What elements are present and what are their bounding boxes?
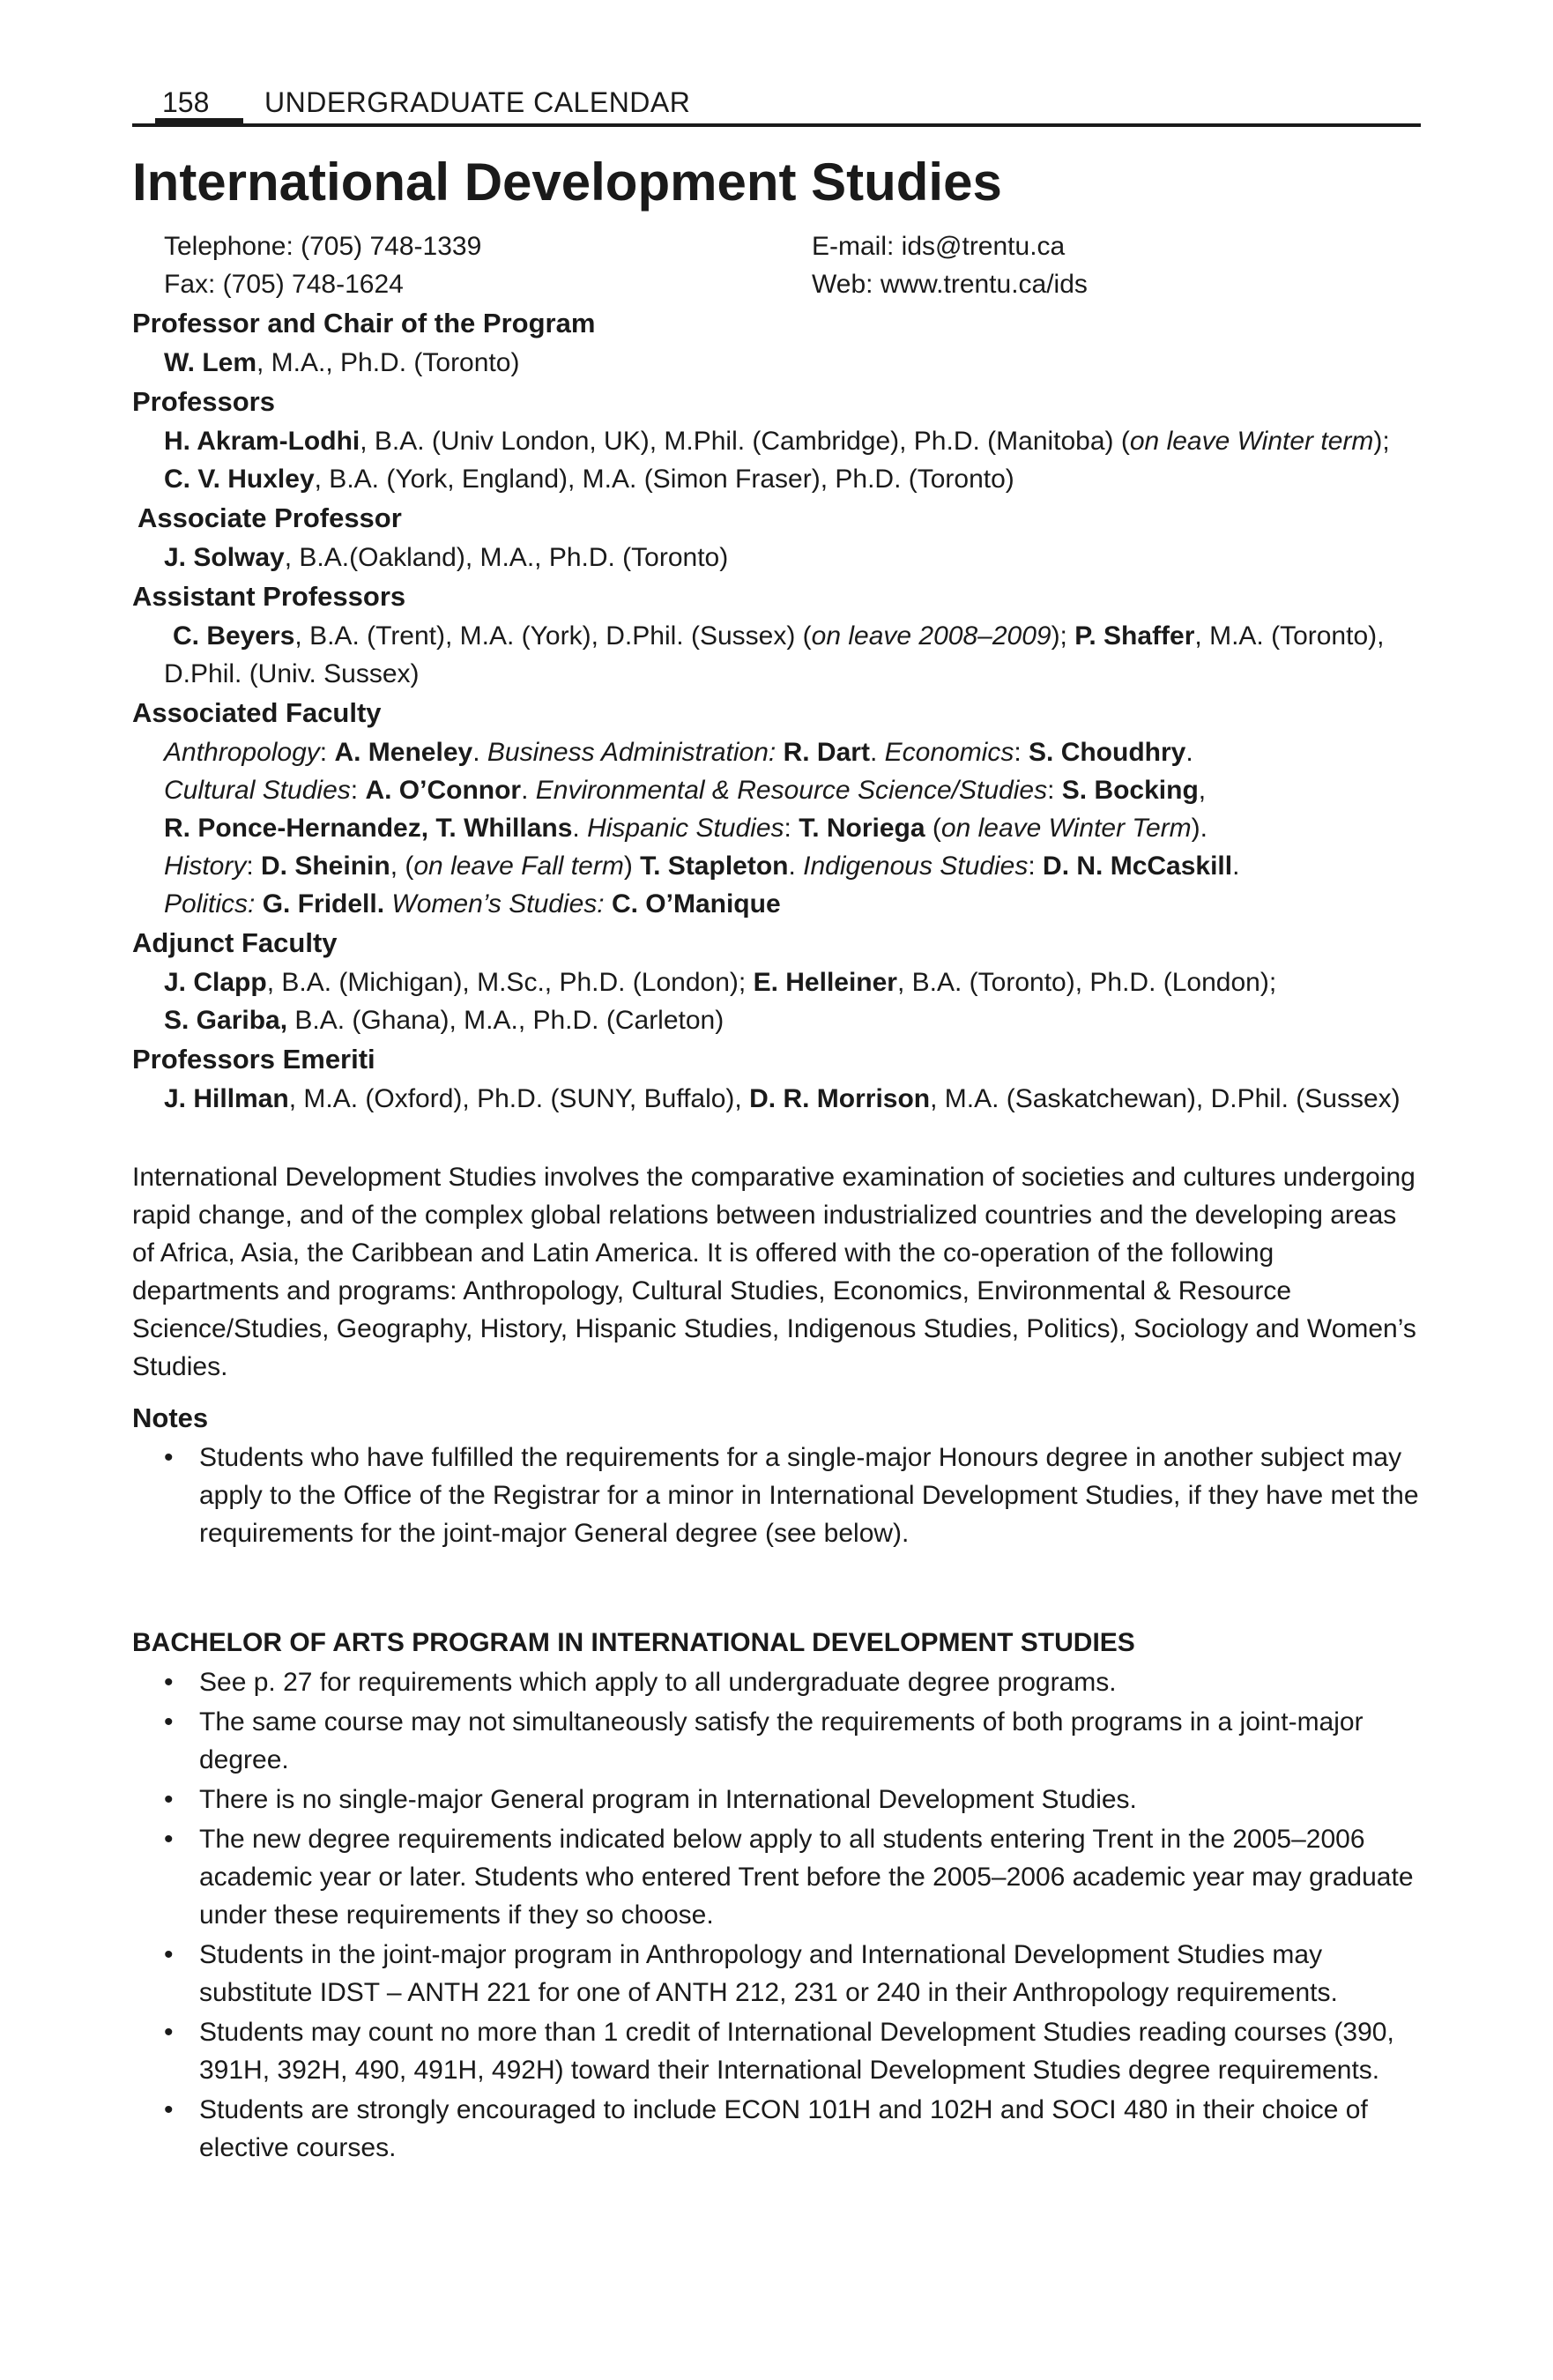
chair-heading: Professor and Chair of the Program bbox=[132, 308, 596, 338]
faculty-name: C. O’Manique bbox=[611, 889, 781, 919]
bullet-icon: • bbox=[164, 1707, 174, 1737]
contact-phone-fax bbox=[164, 227, 812, 303]
list-item-text: The new degree requirements indicated below apply to all students entering Trent in the 2005–2006 academic year or later. Students who entered Trent before the 2005–2006 academic year may graduate under these requirements if they so choose. bbox=[199, 1825, 1414, 1930]
list-item bbox=[164, 1663, 1421, 1701]
bullet-icon: • bbox=[164, 1940, 174, 1969]
faculty-degrees: , B.A. (York, England), M.A. (Simon Fraser), Ph.D. (Toronto) bbox=[314, 465, 1014, 494]
associated-heading: Associated Faculty bbox=[132, 697, 382, 728]
list-item-text: See p. 27 for requirements which apply to all undergraduate degree programs. bbox=[199, 1668, 1117, 1697]
list-item-text: Students in the joint-major program in Anthropology and International Development Studies may substitute IDST – ANTH 221 for one of ANTH 212, 231 or 240 in their Anthropology requirements. bbox=[199, 1940, 1338, 2007]
fax: Fax: (705) 748-1624 bbox=[164, 270, 404, 299]
adjunct-heading: Adjunct Faculty bbox=[132, 927, 338, 958]
leave-note: on leave Fall term bbox=[413, 852, 624, 881]
associate-heading: Associate Professor bbox=[137, 502, 402, 533]
associated-entry: Anthropology: A. Meneley. Business Administration: R. Dart. Economics: S. Choudhry. Cultural Studies: A. O’Connor. Environmental & Resource Science/Studies: S. Bocking, R. Ponce-Hernandez, T. Whillans. Hispanic Studies: T. Noriega (on leave Winter Term). History: D. Sheinin, (on leave Fall term) T. Stapleton. Indigenous Studies: D. N. McCaskill. Politics: G. Fridell. Women’s Studies: C. O’Manique bbox=[164, 738, 1240, 919]
faculty-degrees: B.A. (Ghana), M.A., Ph.D. (Carleton) bbox=[287, 1006, 724, 1035]
adjunct-entry bbox=[164, 963, 1421, 1039]
professors-heading: Professors bbox=[132, 386, 275, 417]
faculty-degrees: , B.A. (Univ London, UK), M.Phil. (Cambridge), Ph.D. (Manitoba) ( bbox=[360, 427, 1130, 456]
separator: ); bbox=[1051, 621, 1075, 651]
list-item-text: Students who have fulfilled the requirements for a single-major Honours degree in another subject may apply to the Office of the Registrar for a minor in International Development Studies, if they have met the requirements for the joint-major General degree (see below). bbox=[199, 1443, 1419, 1548]
faculty-name: J. Hillman bbox=[164, 1084, 289, 1113]
header-rule bbox=[132, 123, 1421, 127]
list-item-text: There is no single-major General program in International Development Studies. bbox=[199, 1785, 1137, 1814]
email: E-mail: ids@trentu.ca bbox=[812, 232, 1066, 261]
notes-list bbox=[132, 1439, 1421, 1552]
faculty-name: R. Dart bbox=[783, 738, 870, 767]
faculty-name: S. Bocking bbox=[1061, 776, 1199, 805]
page-title: International Development Studies bbox=[132, 152, 1002, 212]
list-item bbox=[164, 2091, 1421, 2167]
professors-entry bbox=[164, 422, 1421, 498]
dept-name: Women’s Studies: bbox=[391, 889, 605, 919]
ba-program-list bbox=[132, 1663, 1421, 2167]
list-item-text: The same course may not simultaneously satisfy the requirements of both programs in a joint-major degree. bbox=[199, 1707, 1364, 1774]
notes-heading: Notes bbox=[132, 1402, 209, 1433]
dept-name: Environmental & Resource Science/Studies bbox=[535, 776, 1048, 805]
list-item bbox=[164, 1936, 1421, 2012]
faculty-name: D. N. McCaskill bbox=[1043, 852, 1233, 881]
faculty-name: S. Gariba, bbox=[164, 1006, 288, 1035]
faculty-degrees: , B.A. (Trent), M.A. (York), D.Phil. (Sussex) ( bbox=[294, 621, 812, 651]
dept-name: Business Administration: bbox=[487, 738, 776, 767]
faculty-name: T. Stapleton bbox=[640, 852, 789, 881]
faculty-degrees: , M.A. (Saskatchewan), D.Phil. (Sussex) bbox=[930, 1084, 1401, 1113]
dept-name: History bbox=[164, 852, 247, 881]
bullet-icon: • bbox=[164, 1785, 174, 1814]
dept-name: Cultural Studies bbox=[164, 776, 351, 805]
faculty-name: E. Helleiner bbox=[753, 968, 897, 997]
list-item-text: Students may count no more than 1 credit of International Development Studies reading courses (390, 391H, 392H, 490, 491H, 492H) toward their International Development Studies degree requirements. bbox=[199, 2018, 1394, 2085]
assistant-entry bbox=[164, 617, 1421, 693]
faculty-name: C. Beyers bbox=[173, 621, 295, 651]
faculty-degrees: , M.A. (Toronto), D.Phil. (Univ. Sussex) bbox=[164, 621, 1385, 688]
associate-entry bbox=[164, 539, 1421, 576]
bullet-icon: • bbox=[164, 1443, 174, 1472]
faculty-degrees: , M.A. (Oxford), Ph.D. (SUNY, Buffalo), bbox=[288, 1084, 750, 1113]
faculty-degrees: , B.A. (Michigan), M.Sc., Ph.D. (London); bbox=[266, 968, 754, 997]
telephone: Telephone: (705) 748-1339 bbox=[164, 232, 482, 261]
faculty-name: W. Lem bbox=[164, 348, 257, 377]
contact-email-web bbox=[812, 227, 1088, 303]
faculty-name: A. O’Connor bbox=[365, 776, 522, 805]
faculty-name: P. Shaffer bbox=[1074, 621, 1195, 651]
list-item bbox=[164, 1820, 1421, 1934]
page-header bbox=[132, 81, 1421, 127]
leave-note: on leave 2008–2009 bbox=[811, 621, 1051, 651]
page-number: 158 bbox=[162, 86, 210, 118]
faculty-name: D. R. Morrison bbox=[749, 1084, 931, 1113]
dept-name: Politics: bbox=[164, 889, 256, 919]
dept-name: Anthropology bbox=[164, 738, 320, 767]
running-title: UNDERGRADUATE CALENDAR bbox=[264, 86, 691, 118]
faculty-name: C. V. Huxley bbox=[164, 465, 315, 494]
leave-note: on leave Winter term bbox=[1129, 427, 1374, 456]
web: Web: www.trentu.ca/ids bbox=[812, 270, 1088, 299]
main-content bbox=[132, 227, 1421, 2167]
bullet-icon: • bbox=[164, 1825, 174, 1854]
dept-name: Hispanic Studies bbox=[587, 814, 784, 843]
assistant-heading: Assistant Professors bbox=[132, 581, 406, 612]
list-item-text: Students are strongly encouraged to include ECON 101H and 102H and SOCI 480 in their choice of elective courses. bbox=[199, 2095, 1368, 2162]
bullet-icon: • bbox=[164, 2095, 174, 2124]
ba-program-heading: BACHELOR OF ARTS PROGRAM IN INTERNATIONAL DEVELOPMENT STUDIES bbox=[132, 1628, 1135, 1657]
faculty-name: A. Meneley bbox=[334, 738, 473, 767]
leave-note: on leave Winter Term bbox=[940, 814, 1192, 843]
faculty-name: R. Ponce-Hernandez, T. Whillans bbox=[164, 814, 573, 843]
faculty-name: J. Solway bbox=[164, 543, 285, 572]
dept-name: Economics bbox=[884, 738, 1014, 767]
emeriti-entry bbox=[164, 1080, 1421, 1118]
program-description: International Development Studies involves the comparative examination of societies and cultures undergoing rapid change, and of the complex global relations between industrialized countries and the developing areas of Africa, Asia, the Caribbean and Latin America. It is offered with the co-operation of the following departments and programs: Anthropology, Cultural Studies, Economics, Environmental & Resource Science/Studies, Geography, History, Hispanic Studies, Indigenous Studies, Politics), Sociology and Women’s Studies. bbox=[132, 1163, 1416, 1381]
faculty-name: D. Sheinin bbox=[261, 852, 390, 881]
list-item bbox=[164, 1439, 1421, 1552]
bullet-icon: • bbox=[164, 2018, 174, 2047]
faculty-name: T. Noriega bbox=[799, 814, 925, 843]
faculty-name: J. Clapp bbox=[164, 968, 267, 997]
faculty-degrees: , B.A. (Toronto), Ph.D. (London); bbox=[896, 968, 1277, 997]
list-item bbox=[164, 1703, 1421, 1779]
faculty-degrees: , M.A., Ph.D. (Toronto) bbox=[256, 348, 520, 377]
list-item bbox=[164, 2013, 1421, 2089]
emeriti-heading: Professors Emeriti bbox=[132, 1044, 375, 1075]
faculty-name: H. Akram-Lodhi bbox=[164, 427, 360, 456]
faculty-degrees: , B.A.(Oakland), M.A., Ph.D. (Toronto) bbox=[284, 543, 729, 572]
chair-entry bbox=[164, 344, 1421, 382]
faculty-name: G. Fridell. bbox=[262, 889, 385, 919]
list-item bbox=[164, 1781, 1421, 1818]
separator: ); bbox=[1373, 427, 1390, 456]
contact-block bbox=[164, 227, 1421, 303]
bullet-icon: • bbox=[164, 1668, 174, 1697]
dept-name: Indigenous Studies bbox=[803, 852, 1029, 881]
faculty-name: S. Choudhry bbox=[1029, 738, 1186, 767]
